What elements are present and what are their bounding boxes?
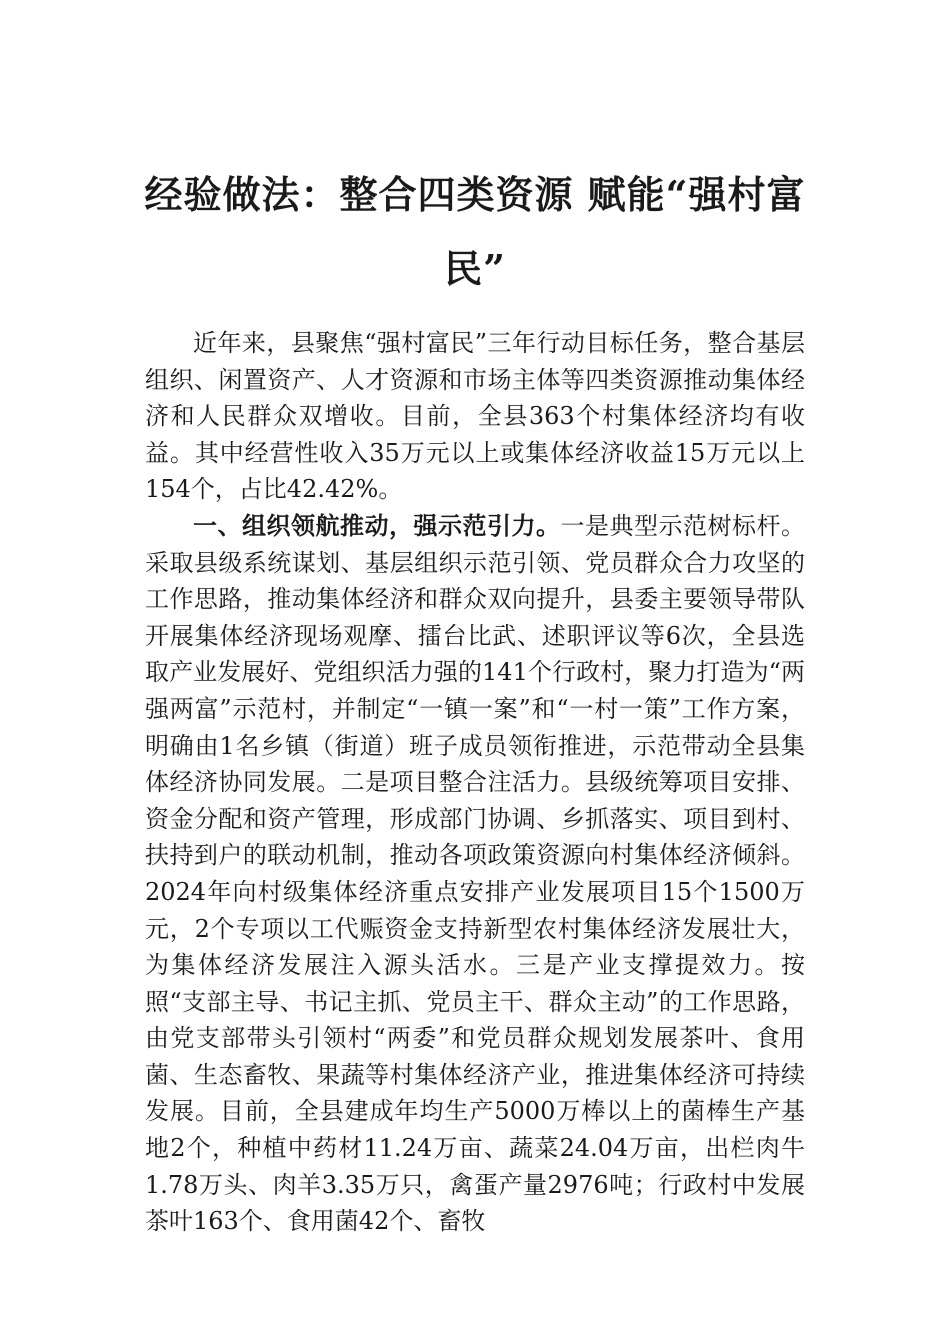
paragraph-text: 近年来，县聚焦“强村富民”三年行动目标任务，整合基层组织、闲置资产、人才资源和市场主体等四类资源推动集体经济和人民群众双增收。目前，全县363个村集体经济均有收益。其中经营性收入35万元以上或集体经济收益15万元以上154个，占比42.42%。	[145, 329, 805, 504]
section-one-paragraph	[145, 508, 805, 1240]
intro-paragraph	[145, 325, 805, 508]
section-heading: 一、组织领航推动，强示范引力。	[193, 510, 561, 540]
document-title: 经验做法：整合四类资源 赋能“强村富民”	[144, 172, 806, 291]
document-body	[145, 325, 805, 1240]
paragraph-text: 一是典型示范树标杆。采取县级系统谋划、基层组织示范引领、党员群众合力攻坚的工作思路，推动集体经济和群众双向提升，县委主要领导带队开展集体经济现场观摩、擂台比武、述职评议等6次，全县选取产业发展好、党组织活力强的141个行政村，聚力打造为“两强两富”示范村，并制定“一镇一案”和“一村一策”工作方案，明确由1名乡镇（街道）班子成员领衔推进，示范带动全县集体经济协同发展。二是项目整合注活力。县级统筹项目安排、资金分配和资产管理，形成部门协调、乡抓落实、项目到村、扶持到户的联动机制，推动各项政策资源向村集体经济倾斜。2024年向村级集体经济重点安排产业发展项目15个1500万元，2个专项以工代赈资金支持新型农村集体经济发展壮大，为集体经济发展注入源头活水。三是产业支撑提效力。按照“支部主导、书记主抓、党员主干、群众主动”的工作思路，由党支部带头引领村“两委”和党员群众规划发展茶叶、食用菌、生态畜牧、果蔬等村集体经济产业，推进集体经济可持续发展。目前，全县建成年均生产5000万棒以上的菌棒生产基地2个，种植中药材11.24万亩、蔬菜24.04万亩，出栏肉牛1.78万头、肉羊3.35万只，禽蛋产量2976吨；行政村中发展茶叶163个、食用菌42个、畜牧	[145, 511, 805, 1236]
